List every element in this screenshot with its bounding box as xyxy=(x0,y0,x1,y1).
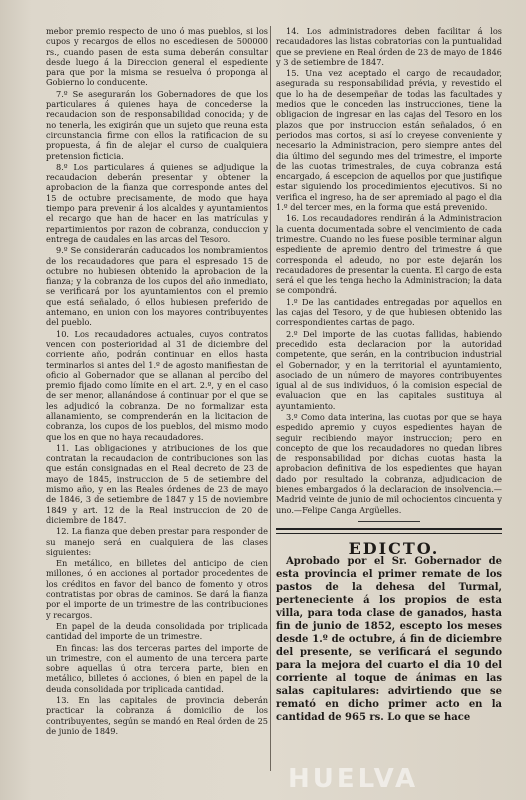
article-paragraph: 3.º Como data interina, las cuotas por que se haya espedido apremio y cuyos espedientes hayan de seguir recibiendo mayor instruccion; pero en concepto de que los recaudadores no quedan libres de responsabilidad por dichas cuotas hasta la aprobacion definitiva de los espedientes que hayan dado por resultado la cobranza, adjudicacion de bienes embargados ó la declaracion de insolvencia.—Madrid veinte de junio de mil ochocientos cincuenta y uno.—Felipe Canga Argüelles. xyxy=(276,411,502,515)
edicto-body: Aprobado por el Sr. Gobernador de esta provincia el primer remate de los pastos de la dehesa del Turmal, perteneciente á los propios de esta villa, para toda clase de ganados, hasta fin de junio de 1852, escepto los meses desde 1.º de octubre, á fin de diciembre del presente, se verificará el segundo para la mejora del cuarto el dia 10 del corriente al toque de ánimas en las salas capitulares: advirtiendo que se remató en dicho primer acto en la cantidad de 965 rs. Lo que se hace xyxy=(276,556,502,724)
article-paragraph: 7.º Se asegurarán los Gobernadores de que los particulares á quienes haya de concederse la recaudacion son de responsabilidad conocida; y de no tenerla, les exigirán que un sujeto que reuna esta circunstancia firme con ellos la ratificacion de su propuesta, á fin de alejar el curso de cualquiera pretension ficticia. xyxy=(46,88,268,161)
edicto-top-rule xyxy=(276,528,502,534)
right-column xyxy=(276,26,502,725)
article-paragraph: 9.º Se considerarán caducados los nombramientos de los recaudadores que para el espresado 15 de octubre no hubiesen obtenido la aprobacion de la fianza; y la cobranza de los cupos del año inmediato, se verificará por los ayuntamientos con el premio que está señalado, ó ellos hubiesen preferido de antemano, en union con los mayores contribuyentes del pueblo. xyxy=(46,245,268,328)
article-paragraph: 12. La fianza que deben prestar para responder de su manejo será en cualquiera de las clases siguientes: xyxy=(46,526,268,557)
article-paragraph: 16. Los recaudadores rendirán á la Administracion la cuenta documentada sobre el vencimiento de cada trimestre. Cuando no les fuese posible terminar algun espediente de apremio dentro del trimestre á que corresponda el adeudo, no por este dejarán los recaudadores de presentar la cuenta. El cargo de esta será el que les tenga hecho la Administracion; la data se compondrá. xyxy=(276,213,502,296)
edicto-title: EDICTO. xyxy=(348,538,440,558)
column-divider xyxy=(270,26,271,771)
article-paragraph: mebor premio respecto de uno ó mas pueblos, si los cupos y recargos de ellos no escediesen de 500000 rs., cuando pasen de esta suma deberán consultar desde luego á la Direccion general el espediente para que por la misma se resuelva ó proponga al Gobierno lo conducente. xyxy=(46,26,268,88)
article-paragraph: 10. Los recaudadores actuales, cuyos contratos vencen con posterioridad al 31 de diciembre del corriente año, podrán continuar en ellos hasta terminarlos si antes del 1.º de agosto manifiestan de oficio al Gobernador que se allanan al percibo del premio fijado como límite en el art. 2.º, y en el caso de ser menor, allanándose á continuar por el que se les adjudicó la cobranza. De no formalizar esta allanamiento, se comprenderán en la licitacion de cobranza, los cupos de los pueblos, del mismo modo que los en que no haya recaudadores. xyxy=(46,328,268,442)
separator-rule xyxy=(358,521,420,522)
article-paragraph: 15. Una vez aceptado el cargo de recaudador, asegurada su responsabilidad prévia, y revestido el que lo ha de desempeñar de todas las facultades y medios que le conceden las instrucciones, tiene la obligacion de ingresar en las cajas del Tesoro en los plazos que por instruccion están señalados, ó en periodos mas cortos, si así lo creyese conveniente y necesario la Administracion, pero siempre antes del dia último del segundo mes del trimestre, el importe de las cuotas trimestrales, de cuya cobranza está encargado, á escepcion de aquellos por que justifique estar siguiendo los procedimientos ejecutivos. Si no verifica el ingreso, ha de ser apremiado al pago el dia 1.º del tercer mes, en la forma que está prevenido. xyxy=(276,68,502,213)
archive-watermark: HUELVA xyxy=(288,764,419,794)
article-paragraph: En fincas: las dos terceras partes del importe de un trimestre, con el aumento de una tercera parte sobre aquellas ú otra tercera parte, bien en metálico, billetes ó acciones, ó bien en papel de la deuda consolidada por triplicada cantidad. xyxy=(46,642,268,694)
article-paragraph: 8.º Los particulares á quienes se adjudique la recaudacion deberán presentar y obtener la aprobacion de la fianza que corresponde antes del 15 de octubre precisamente, de modo que haya tiempo para prevenir á los alcaldes y ayuntamientos el recargo que han de hacer en las matrículas y repartimientos por razon de cobranza, conduccion y entrega de caudales en las arcas del Tesoro. xyxy=(46,161,268,244)
article-paragraph: En papel de la deuda consolidada por triplicada cantidad del importe de un trimestre. xyxy=(46,620,268,642)
left-column xyxy=(46,26,268,737)
article-paragraph: En metálico, en billetes del anticipo de cien millones, ó en acciones al portador procedentes de los créditos en favor del banco de fomento y otros contratistas por obras de caminos. Se dará la fianza por el importe de un trimestre de las contribuciones y recargos. xyxy=(46,558,268,620)
article-paragraph: 1.º De las cantidades entregadas por aquellos en las cajas del Tesoro, y de que hubiesen obtenido las correspondientes cartas de pago. xyxy=(276,296,502,328)
article-paragraph: 2.º Del importe de las cuotas fallidas, habiendo precedido esta declaracion por la autoridad competente, que serán, en la contribucion industrial el Gobernador, y en la territorial el ayuntamiento, asociado de un número de mayores contribuyentes igual al de sus individuos, ó la comision especial de evaluacion que en las capitales sustituya al ayuntamiento. xyxy=(276,328,502,411)
right-column-articles xyxy=(276,26,502,515)
article-paragraph: 14. Los administradores deben facilitar á los recaudadores las listas cobratorias con la puntualidad que se previene en Real órden de 23 de mayo de 1846 y 3 de setiembre de 1847. xyxy=(276,26,502,67)
article-paragraph: 11. Las obligaciones y atribuciones de los que contratan la recaudacion de contribuciones son las que están consignadas en el Real decreto de 23 de mayo de 1845, instruccion de 5 de setiembre del mismo año, y en las Reales órdenes de 23 de mayo de 1846, 3 de setiembre de 1847 y 15 de noviembre 1849 y art. 12 de la Real instruccion de 20 de diciembre de 1847. xyxy=(46,442,268,525)
article-paragraph: 13. En las capitales de provincia deberán practicar la cobranza á domicilio de los contribuyentes, según se mandó en Real órden de 25 de junio de 1849. xyxy=(46,695,268,736)
